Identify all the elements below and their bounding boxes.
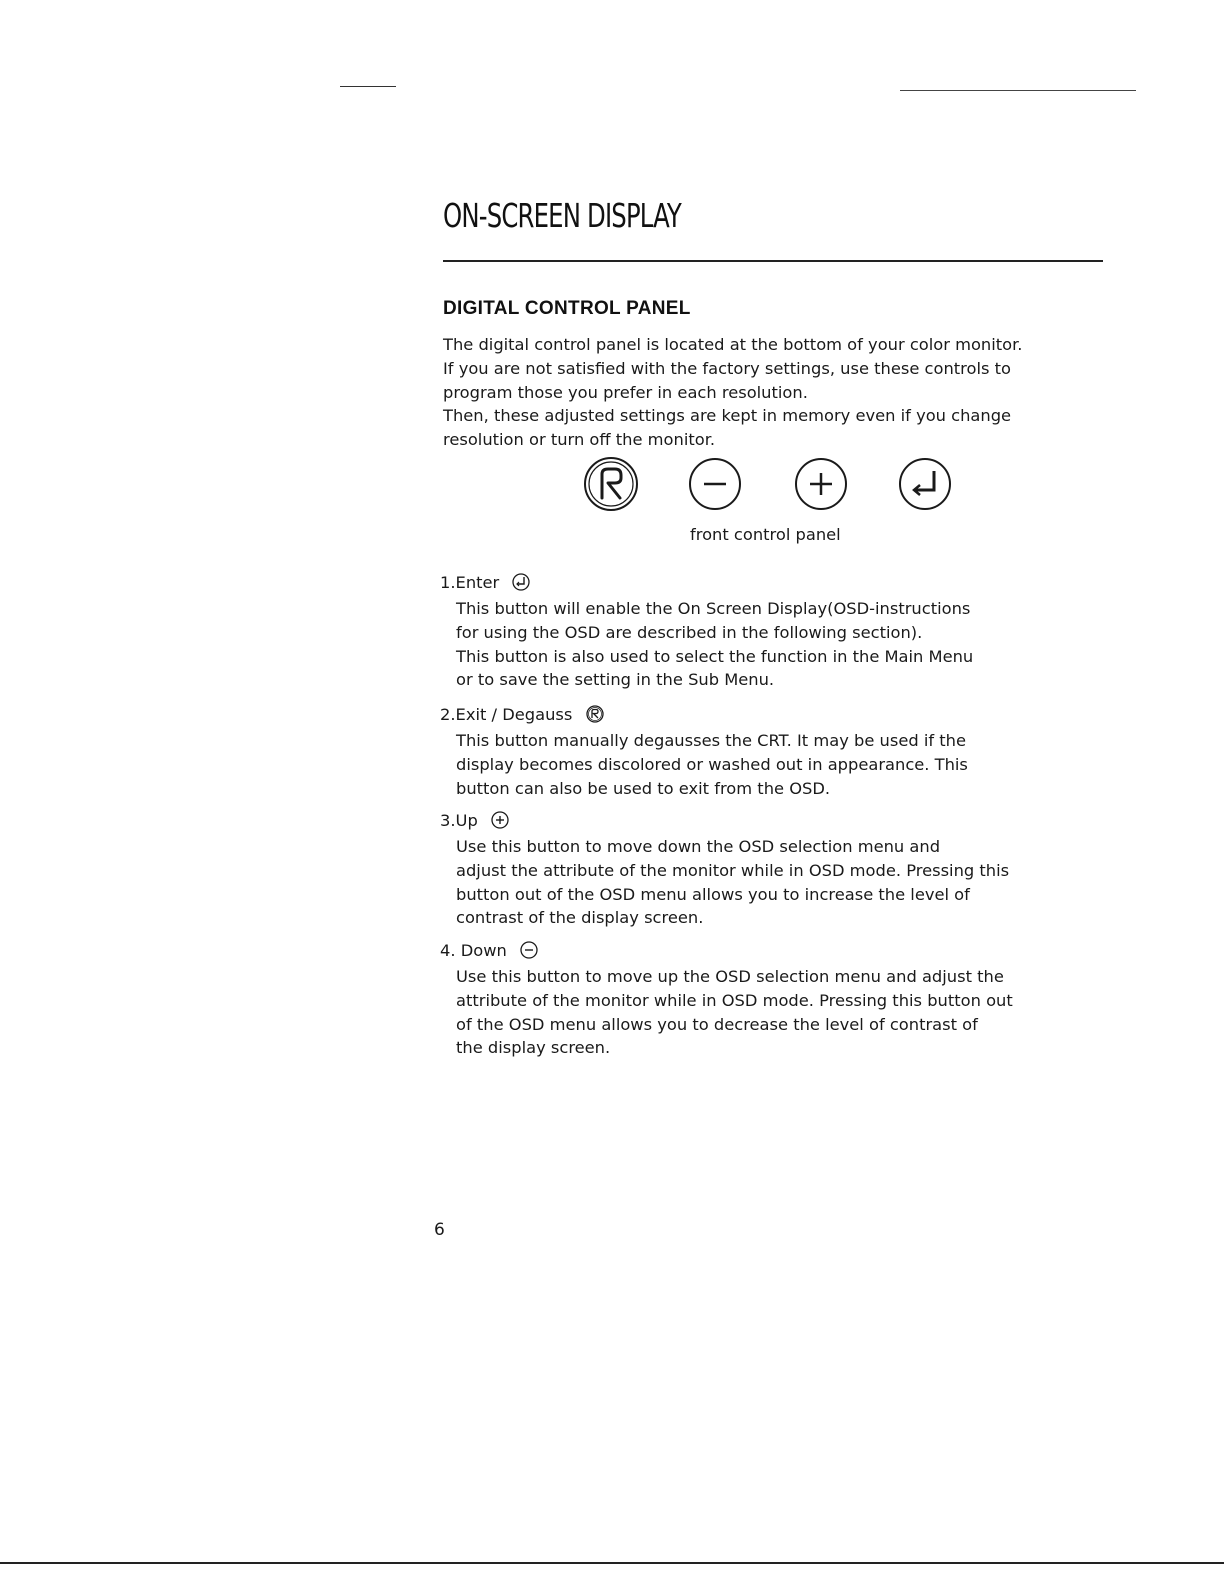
enter-button xyxy=(896,456,954,512)
list-item-exit-degauss xyxy=(440,704,1140,800)
front-control-panel xyxy=(582,456,962,512)
item-line: This button will enable the On Screen Display(OSD-instructions xyxy=(456,599,971,618)
item-label: 4. Down xyxy=(440,941,507,960)
plus-button xyxy=(792,456,850,512)
item-line: of the OSD menu allows you to decrease the level of contrast of xyxy=(456,1014,978,1034)
list-item-up xyxy=(440,810,1140,930)
item-line: This button is also used to select the function in the Main Menu xyxy=(456,646,974,666)
minus-icon xyxy=(520,941,538,965)
plus-icon xyxy=(491,811,509,835)
item-line: attribute of the monitor while in OSD mode. Pressing this button out xyxy=(456,990,1013,1010)
page-title: ON-SCREEN DISPLAY xyxy=(443,196,681,235)
intro-line: program those you prefer in each resolution. xyxy=(443,382,808,402)
item-line: button out of the OSD menu allows you to increase the level of xyxy=(456,884,970,904)
item-line: contrast of the display screen. xyxy=(456,908,704,928)
top-right-rule xyxy=(900,90,1136,91)
title-rule xyxy=(443,260,1103,262)
item-line: display becomes discolored or washed out in appearance. This xyxy=(456,754,968,774)
minus-icon xyxy=(686,456,744,512)
list-item-enter xyxy=(440,572,1140,692)
intro-line: If you are not satisfied with the factory settings, use these controls to xyxy=(443,358,1011,378)
plus-icon xyxy=(792,456,850,512)
list-item-down xyxy=(440,940,1140,1060)
control-panel-caption: front control panel xyxy=(690,525,841,544)
bottom-rule xyxy=(0,1562,1224,1564)
exit-degauss-button xyxy=(582,456,640,512)
item-line: adjust the attribute of the monitor while in OSD mode. Pressing this xyxy=(456,860,1010,880)
item-line: for using the OSD are described in the following section). xyxy=(456,622,923,642)
item-line: This button manually degausses the CRT. It may be used if the xyxy=(456,731,967,750)
intro-line: resolution or turn off the monitor. xyxy=(443,430,716,450)
item-label: 2.Exit / Degauss xyxy=(440,705,573,724)
exit-degauss-icon xyxy=(586,705,604,729)
intro-line: Then, these adjusted settings are kept in memory even if you change xyxy=(443,406,1012,426)
item-line: Use this button to move up the OSD selection menu and adjust the xyxy=(456,967,1004,986)
item-line: Use this button to move down the OSD selection menu and xyxy=(456,837,941,856)
item-label: 3.Up xyxy=(440,811,478,830)
section-heading: DIGITAL CONTROL PANEL xyxy=(443,298,691,319)
intro-line: The digital control panel is located at the bottom of your color monitor. xyxy=(443,335,1023,354)
enter-icon xyxy=(896,456,954,512)
item-line: the display screen. xyxy=(456,1038,611,1058)
enter-icon xyxy=(512,573,530,597)
intro-paragraph xyxy=(443,333,1123,452)
item-line: or to save the setting in the Sub Menu. xyxy=(456,670,775,690)
exit-degauss-icon xyxy=(582,456,640,512)
item-line: button can also be used to exit from the OSD. xyxy=(456,778,831,798)
top-left-rule xyxy=(340,86,396,87)
page-number: 6 xyxy=(434,1220,445,1240)
minus-button xyxy=(686,456,744,512)
item-label: 1.Enter xyxy=(440,573,500,592)
